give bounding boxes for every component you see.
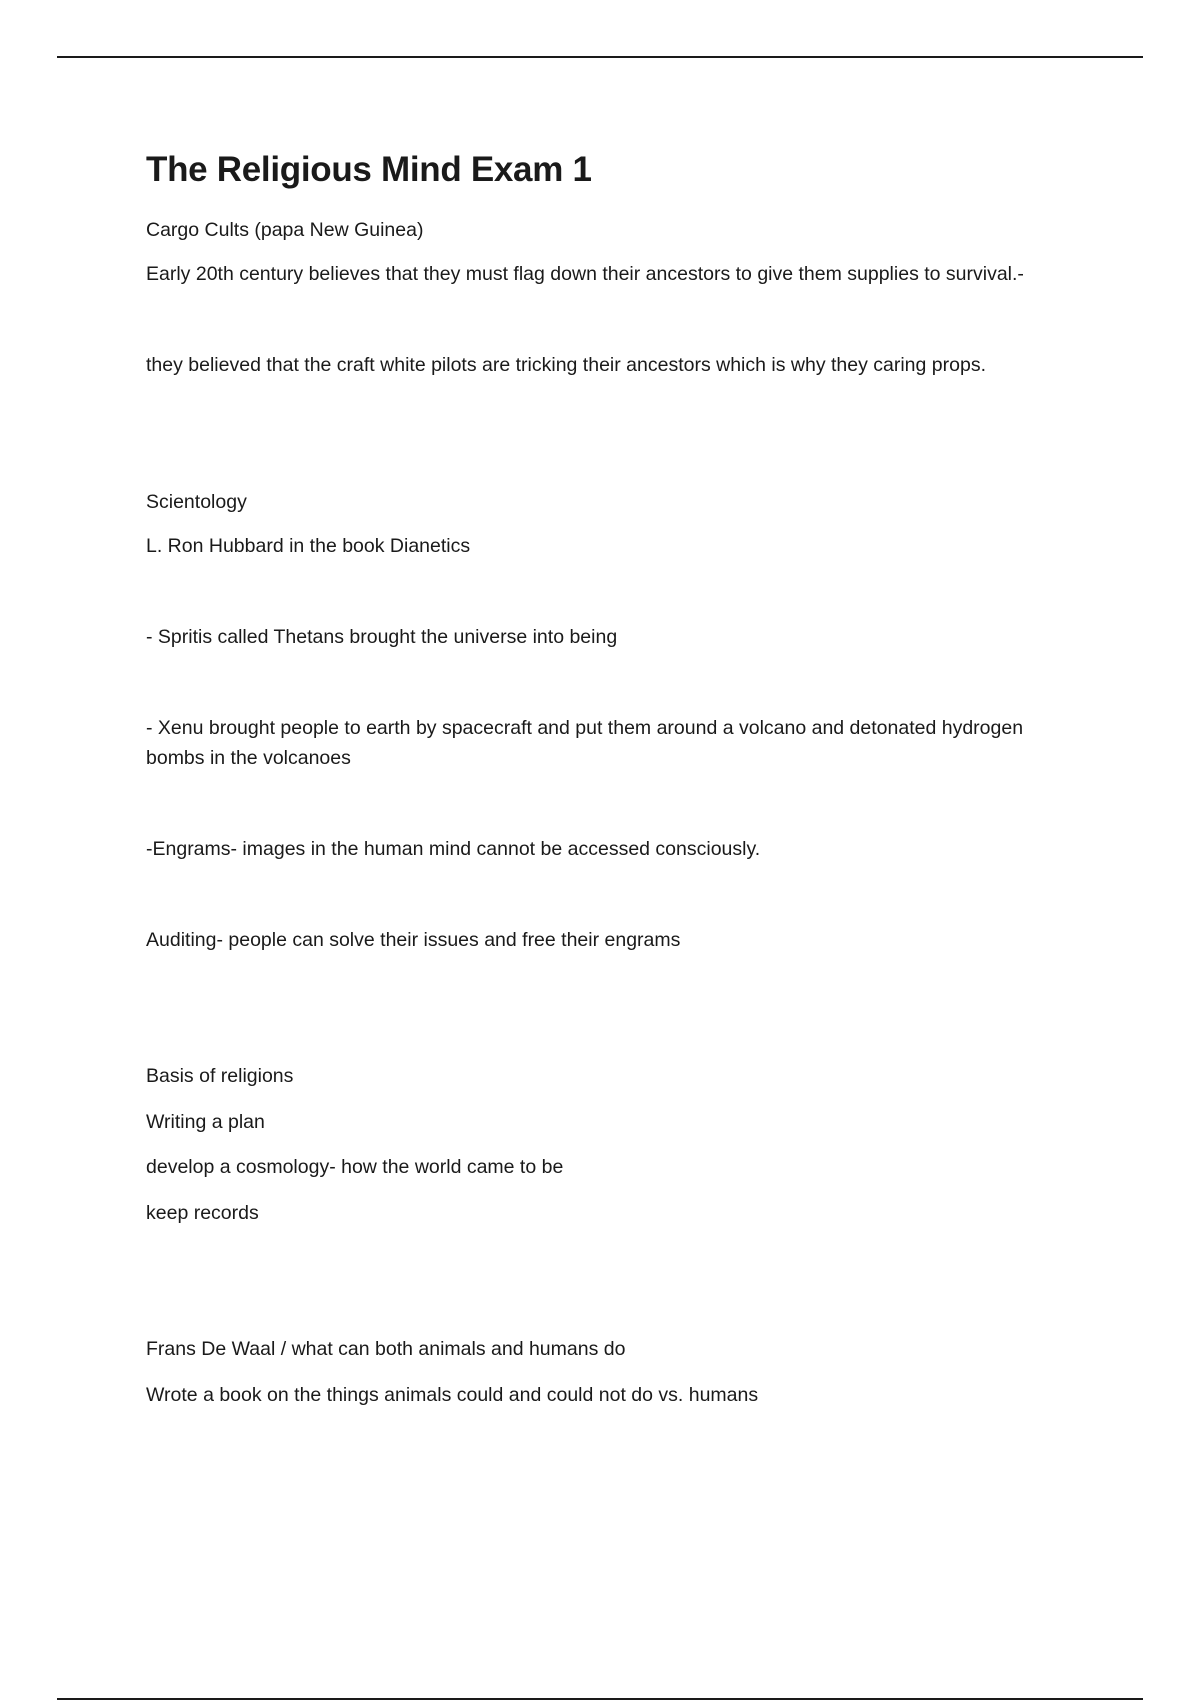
section-heading-cargo-cults: Cargo Cults (papa New Guinea) (146, 219, 424, 241)
scientology-line-2: - Spritis called Thetans brought the universe into being (146, 626, 618, 648)
header-rule (57, 56, 1143, 58)
section-heading-scientology: Scientology (146, 491, 247, 513)
basis-of-religions-line-2: develop a cosmology- how the world came to be (146, 1156, 564, 1178)
cargo-cults-line-2: they believed that the craft white pilots are tricking their ancestors which is why they caring props. (146, 354, 986, 376)
scientology-line-5: Auditing- people can solve their issues and free their engrams (146, 929, 681, 951)
scientology-line-1: L. Ron Hubbard in the book Dianetics (146, 535, 471, 557)
section-heading-basis-of-religions: Basis of religions (146, 1065, 294, 1087)
basis-of-religions-line-1: Writing a plan (146, 1111, 265, 1133)
basis-of-religions-line-3: keep records (146, 1202, 259, 1224)
page-title: The Religious Mind Exam 1 (146, 150, 592, 189)
cargo-cults-line-1: Early 20th century believes that they must flag down their ancestors to give them supplies to survival.- (146, 263, 1024, 285)
frans-de-waal-line-1: Wrote a book on the things animals could and could not do vs. humans (146, 1384, 759, 1406)
section-heading-frans-de-waal: Frans De Waal / what can both animals and humans do (146, 1338, 626, 1360)
scientology-line-3: - Xenu brought people to earth by spacecraft and put them around a volcano and detonated hydrogen bombs in the volcanoes (146, 717, 1024, 769)
scientology-line-4: -Engrams- images in the human mind cannot be accessed consciously. (146, 838, 761, 860)
